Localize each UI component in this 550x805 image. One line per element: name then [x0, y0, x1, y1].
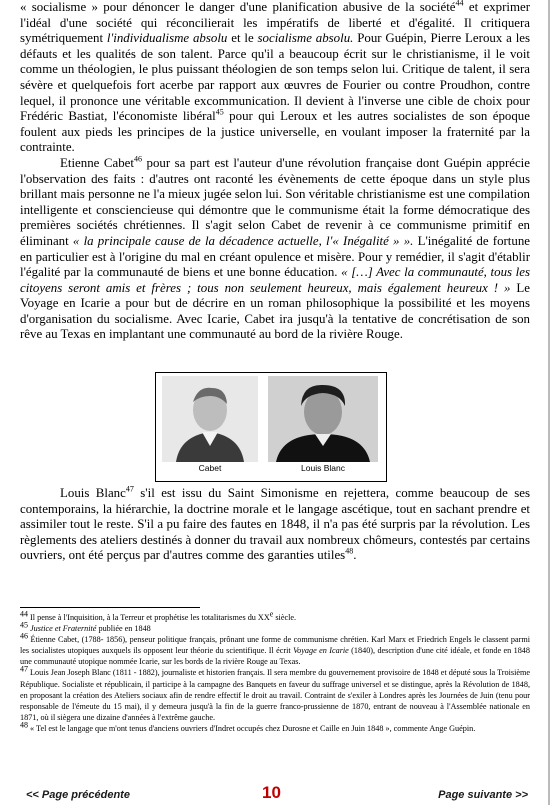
paragraph-leroux: « socialisme » pour dénoncer le danger d'une planification abusive de la société$^{44}$ et exprimer l'idéal d'une société qui réconcilierait les impératifs de liberté et d'égalité. Il critiquera symétriquement l'individualisme absolu et le socialisme absolu. Pour Guépin, Pierre Leroux a les défauts et les qualités de son talent. Parce qu'il a beaucoup écrit sur le christianisme, il le voit comme un théologien, le plus puissant théologien de son temps selon lui. Critique de talent, il sera sévère et quelquefois fort acerbe par rapport aux œuvres de Fourier ou contre Proudhon, contre lequel, il prononce une véritable excommunication. Il devient à l'inverse une cible de choix pour Frédéric Bastiat, l'économiste libéral$^{45}$ pour qui Leroux et les autres socialistes de son époque foulent aux pieds les principes de la justice universelle, en voulant imposer la fraternité par la contrainte.	[20, 0, 531, 155]
footnote-44: $^{44}$ Il pense à l'Inquisition, à la Terreur et prophétise les totalitarismes du XXe siècle.	[20, 609, 297, 622]
footnote-ref-47[interactable]: 47	[125, 484, 134, 494]
footnote-45: $^{45}$ Justice et Fraternité publiée en 1848	[20, 620, 151, 634]
footnote-separator	[20, 607, 200, 608]
louis-blanc-portrait	[268, 376, 378, 476]
footnote-47: $^{47}$ Louis Jean Joseph Blanc (1811 - 1882), journaliste et historien français. Il sera membre du gouvernement provisoire de 1848 et député sous la Troisième République. Socialiste et républicain, il participe à la campagne des Banquets en faveur du suffrage universel et se distingue, après la Révolution de 1848, en proposant la création des Ateliers sociaux afin de rendre effectif le droit au travail. Contraint de s'exiler à Londres après les Journées de Juin (tenu pour responsable de l'émeute du 15 mai), il y demeura jusqu'à la fin de la guerre franco-prussienne de 1870, entrant de nouveau à l'Assemblée nationale en 1871, où il siègera une dizaine d'années à l'extrême gauche.	[20, 664, 530, 722]
portraits-figure	[155, 372, 387, 482]
louis-blanc-photo-image	[268, 376, 378, 462]
next-page-link[interactable]: Page suivante >>	[438, 789, 528, 801]
page-number: 10	[262, 783, 281, 802]
paragraph-cabet: Etienne Cabet$^{46}$ pour sa part est l'auteur d'une révolution française dont Guépin apprécie l'observation des faits : d'autres ont raconté les évènements de cette époque dans un style plus brillant mais personne ne l'a mieux jugée selon lui. Son véritable christianisme est une compilation intelligente et consciencieuse qui démontre que le communisme était la forme démocratique des premières sociétés chrétiennes. Il s'agit selon Cabet de revenir à ce communisme primitif en éliminant « la principale cause de la décadence actuelle, l'« Inégalité » ». L'inégalité de fortune en particulier est à l'origine du mal en créant opulence et misère. Pour y remédier, il s'agit d'établir l'égalité par la communauté de biens et une bonne éducation. « […] Avec la communauté, tous les citoyens seront amis et frères ; tous non seulement heureux, mais également heureux ! » Le Voyage en Icarie a pour but de décrire en un roman philosophique la possibilité et les moyens d'organisation du socialisme. Avec Icarie, Cabet ira jusqu'à la tentative de concrétisation de son rêve au Texas en implantant une communauté au bord de la rivière Rouge.	[20, 154, 530, 342]
cabet-caption: Cabet	[198, 463, 222, 473]
footnotes	[20, 609, 530, 734]
footnote-48: $^{48}$ « Tel est le langage que m'ont tenus d'anciens ouvriers d'Indret occupés chez Durosne et Caille en Juin 1848 », commente Ange Guépin.	[20, 720, 476, 733]
louis-blanc-caption: Louis Blanc	[301, 463, 345, 473]
footnote-ref-45[interactable]: 45	[215, 107, 224, 117]
paragraph-louis-blanc: Louis Blanc$^{47}$ s'il est issu du Saint Simonisme en rejettera, comme beaucoup de ses contemporains, la hiérarchie, la doctrine morale et le langage ascétique, tout en sachant prendre et assimiler tout le reste. S'il a pu faire des fautes en 1848, il n'a pas été surpris par la révolution. Les règlements des ateliers destinés à donner du travail aux nombreux chômeurs, contestés par certains ouvriers, ont été perçus par d'autres comme des garanties utiles$^{48}$.	[20, 484, 530, 563]
footnote-ref-48[interactable]: 48	[345, 547, 354, 557]
footnote-46: $^{46}$ Étienne Cabet, (1788- 1856), penseur politique français, prônant une forme de communisme chrétien. Karl Marx et Friedrich Engels le classent parmi les socialistes utopiques auxquels ils opposent leur théorie du scientifique. Il écrit Voyage en Icarie (1840), description d'une cité idéale, et fonde en 1848 une communauté utopique nommée Icarie, sur les bords de la rivière Rouge au Texas.	[20, 631, 530, 667]
previous-page-link[interactable]: << Page précédente	[26, 789, 130, 801]
footnote-ref-44[interactable]: 44	[455, 0, 464, 8]
body-text	[20, 0, 530, 343]
page-navigation	[0, 782, 550, 805]
footnote-ref-46[interactable]: 46	[133, 154, 142, 164]
cabet-portrait	[162, 376, 258, 476]
cabet-engraving-image	[162, 376, 258, 462]
